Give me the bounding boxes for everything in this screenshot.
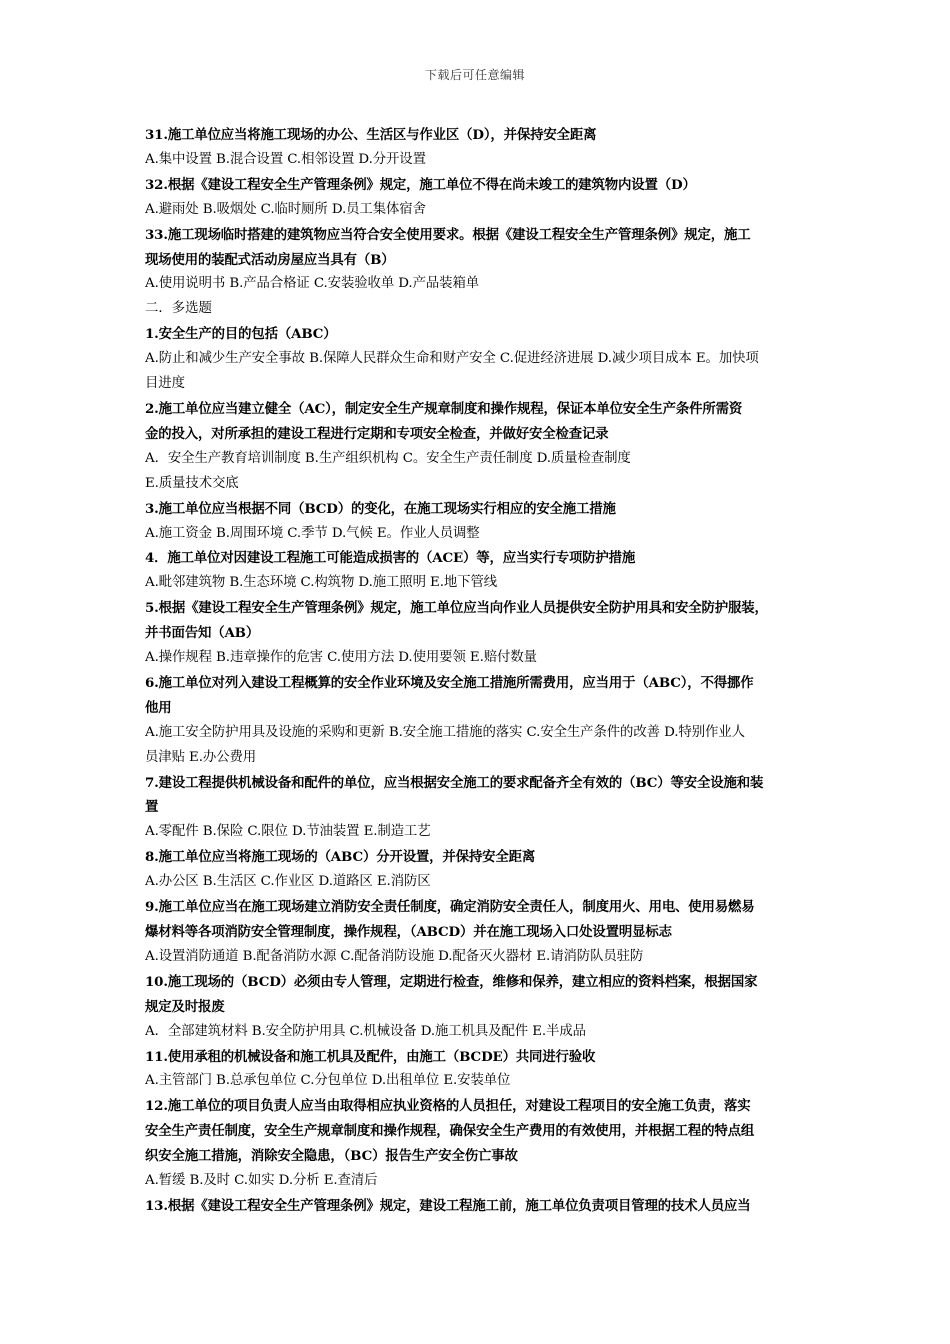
page-header-note: 下载后可任意编辑: [424, 68, 525, 82]
options-line: A.施工资金 B.周围环境 C.季节 D.气候 E。作业人员调整: [145, 525, 480, 541]
question-line: 安全生产责任制度，安全生产规章制度和操作规程，确保安全生产费用的有效使用，并根据工程的特点组: [145, 1123, 755, 1140]
question-line: 4．施工单位对因建设工程施工可能造成损害的（ACE）等，应当实行专项防护措施: [145, 550, 636, 567]
question-line: 金的投入，对所承担的建设工程进行定期和专项安全检查，并做好安全检查记录: [145, 425, 609, 442]
question-line: 32.根据《建设工程安全生产管理条例》规定，施工单位不得在尚未竣工的建筑物内设置（D）: [145, 176, 696, 193]
question-line: 3.施工单位应当根据不同（BCD）的变化，在施工现场实行相应的安全施工措施: [145, 500, 616, 517]
question-line: 1.安全生产的目的包括（ABC）: [145, 326, 337, 343]
options-line: 员津贴 E.办公费用: [145, 749, 257, 765]
question-line: 5.根据《建设工程安全生产管理条例》规定，施工单位应当向作业人员提供安全防护用具和安全防护服装，: [145, 600, 768, 617]
options-line: A.办公区 B.生活区 C.作业区 D.道路区 E.消防区: [145, 874, 431, 890]
options-line: A.主管部门 B.总承包单位 C.分包单位 D.出租单位 E.安装单位: [145, 1073, 511, 1089]
options-line: A.暂缓 B.及时 C.如实 D.分析 E.查清后: [145, 1173, 378, 1189]
question-line: 现场使用的装配式活动房屋应当具有（B）: [145, 251, 395, 268]
question-line: 织安全施工措施，消除安全隐患，（BC）报告生产安全伤亡事故: [145, 1148, 518, 1165]
options-line: A.防止和减少生产安全事故 B.保障人民群众生命和财产安全 C.促进经济进展 D.减少项目成本 E。加快项: [145, 351, 759, 367]
options-line: A.避雨处 B.吸烟处 C.临时厕所 D.员工集体宿舍: [145, 201, 426, 217]
options-line: E.质量技术交底: [145, 475, 239, 491]
question-line: 并书面告知（AB）: [145, 625, 260, 642]
question-line: 31.施工单位应当将施工现场的办公、生活区与作业区（D），并保持安全距离: [145, 127, 597, 143]
question-line: 9.施工单位应当在施工现场建立消防安全责任制度，确定消防安全责任人，制度用火、用电、使用易燃易: [145, 899, 755, 916]
options-line: A．全部建筑材料 B.安全防护用具 C.机械设备 D.施工机具及配件 E.半成品: [145, 1023, 586, 1039]
question-line: 2.施工单位应当建立健全（AC），制定安全生产规章制度和操作规程，保证本单位安全生产条件所需资: [145, 400, 743, 417]
question-line: 11.使用承租的机械设备和施工机具及配件，由施工（BCDE）共同进行验收: [145, 1048, 596, 1065]
question-line: 12.施工单位的项目负责人应当由取得相应执业资格的人员担任，对建设工程项目的安全施工负责，落实: [145, 1098, 751, 1115]
options-line: A．安全生产教育培训制度 B.生产组织机构 C。安全生产责任制度 D.质量检查制度: [145, 450, 631, 466]
document-body: [145, 123, 817, 1219]
question-line: 8.施工单位应当将施工现场的（ABC）分开设置，并保持安全距离: [145, 849, 536, 866]
question-line: 33.施工现场临时搭建的建筑物应当符合安全使用要求。根据《建设工程安全生产管理条例》规定，施工: [145, 226, 751, 243]
question-line: 10.施工现场的（BCD）必须由专人管理，定期进行检查，维修和保养，建立相应的资料档案，根据国家: [145, 973, 758, 990]
question-line: 13.根据《建设工程安全生产管理条例》规定，建设工程施工前，施工单位负责项目管理的技术人员应当: [145, 1197, 751, 1214]
question-line: 他用: [145, 699, 172, 716]
question-line: 7.建设工程提供机械设备和配件的单位，应当根据安全施工的要求配备齐全有效的（BC）等安全设施和装: [145, 774, 764, 791]
section-heading: 二．多选题: [145, 301, 212, 317]
options-line: A.施工安全防护用具及设施的采购和更新 B.安全施工措施的落实 C.安全生产条件的改善 D.特别作业人: [145, 724, 745, 740]
options-line: 目进度: [145, 376, 185, 392]
options-line: A.操作规程 B.违章操作的危害 C.使用方法 D.使用要领 E.赔付数量: [145, 650, 537, 666]
question-line: 规定及时报废: [145, 998, 225, 1015]
question-line: 置: [145, 799, 159, 816]
question-line: 爆材料等各项消防安全管理制度，操作规程，（ABCD）并在施工现场入口处设置明显标志: [145, 924, 672, 940]
question-line: 6.施工单位对列入建设工程概算的安全作业环境及安全施工措施所需费用，应当用于（ABC），不得挪作: [145, 674, 754, 691]
options-line: A.集中设置 B.混合设置 C.相邻设置 D.分开设置: [145, 151, 426, 167]
options-line: A.使用说明书 B.产品合格证 C.安装验收单 D.产品装箱单: [145, 276, 480, 292]
options-line: A.毗邻建筑物 B.生态环境 C.构筑物 D.施工照明 E.地下管线: [145, 575, 498, 591]
options-line: A.设置消防通道 B.配备消防水源 C.配备消防设施 D.配备灭火器材 E.请消防队员驻防: [145, 948, 644, 964]
options-line: A.零配件 B.保险 C.限位 D.节油装置 E.制造工艺: [145, 824, 431, 840]
